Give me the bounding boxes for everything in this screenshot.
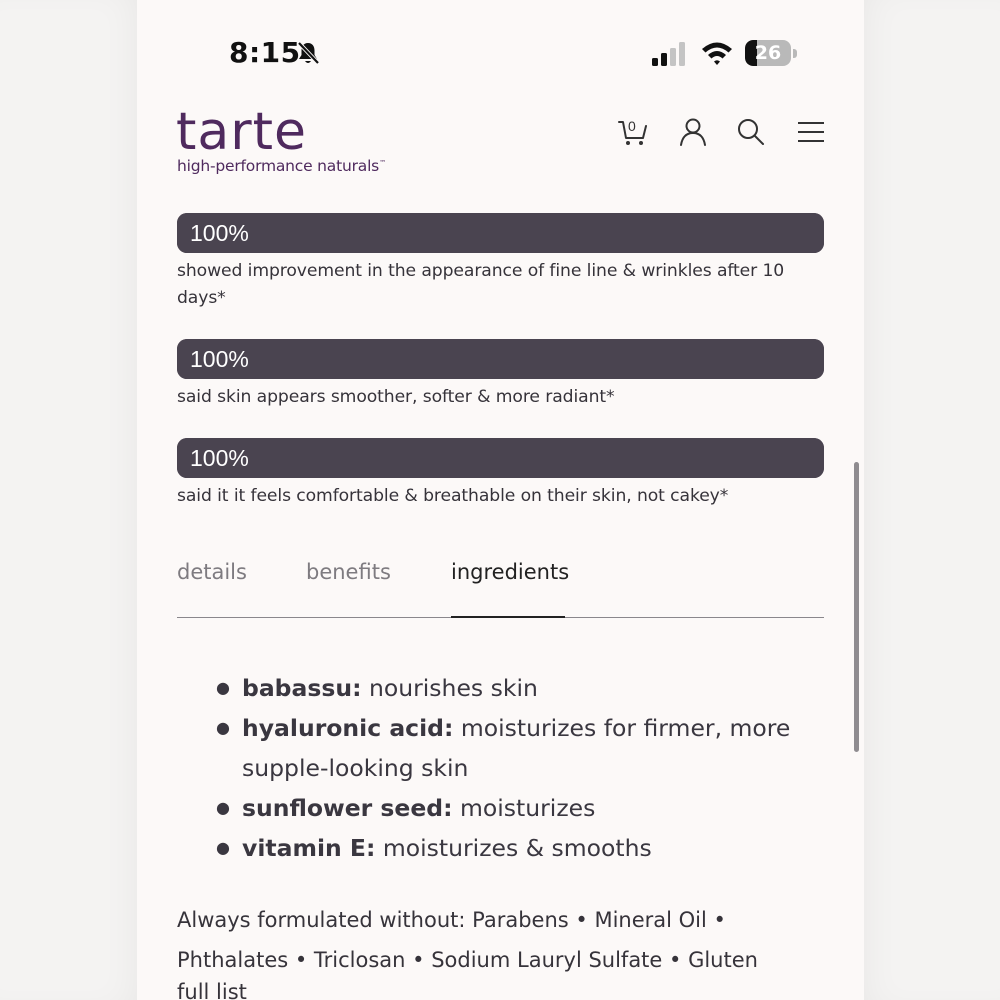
- list-item: [216, 708, 822, 788]
- tab-ingredients[interactable]: ingredients: [451, 560, 570, 584]
- bullet-icon: ●: [216, 678, 230, 697]
- phone-screen: [137, 0, 864, 1000]
- ingredient-name: babassu:: [242, 674, 362, 702]
- tab-benefits[interactable]: benefits: [306, 560, 391, 584]
- brand-logo[interactable]: tarte: [176, 102, 308, 162]
- battery-level: 26: [754, 42, 782, 64]
- stat-description-1: showed improvement in the appearance of fine line & wrinkles after 10 days*: [177, 261, 785, 308]
- signal-icon: [651, 42, 689, 66]
- bullet-icon: ●: [216, 798, 230, 817]
- list-item: [216, 828, 822, 868]
- bullet-icon: ●: [216, 718, 230, 737]
- stat-fill: [177, 339, 824, 379]
- ingredient-name: sunflower seed:: [242, 794, 453, 822]
- ingredient-name: vitamin E:: [242, 834, 376, 862]
- cart-count: 0: [628, 118, 636, 134]
- stat-value: 100%: [190, 220, 249, 246]
- battery-icon: [745, 40, 797, 66]
- ingredient-desc: nourishes skin: [368, 674, 538, 702]
- ingredients-list: [216, 668, 822, 868]
- battery-body: [745, 40, 791, 66]
- stat-bar-3: [177, 438, 824, 478]
- ingredient-desc: moisturizes: [460, 794, 596, 822]
- formulated-without-text: Always formulated without: Parabens • Mineral Oil • Phthalates • Triclosan • Sodium Lauryl Sulfate • Gluten: [177, 908, 758, 972]
- list-item: [216, 668, 822, 708]
- wifi-icon: [700, 40, 734, 66]
- stat-bar-2: [177, 339, 824, 379]
- status-time: 8:15: [229, 36, 301, 69]
- tagline-mark: ™: [379, 158, 386, 167]
- backdrop-right: [864, 0, 1000, 1000]
- stat-value: 100%: [190, 346, 249, 372]
- stat-fill: [177, 438, 824, 478]
- bullet-icon: ●: [216, 838, 230, 857]
- list-item: [216, 788, 822, 828]
- brand-tagline: [177, 157, 386, 175]
- ingredient-name: hyaluronic acid:: [242, 714, 454, 742]
- user-icon[interactable]: [677, 116, 709, 148]
- stat-value: 100%: [190, 445, 249, 471]
- active-tab-indicator: [451, 616, 565, 618]
- stat-bar-1: [177, 213, 824, 253]
- tagline-text: high-performance naturals: [177, 157, 380, 175]
- stat-description-2: said skin appears smoother, softer & more radiant*: [177, 387, 615, 407]
- backdrop-left: [0, 0, 137, 1000]
- ingredient-desc: moisturizes & smooths: [382, 834, 652, 862]
- ingredient-desc: moisturizes for firmer, more supple-looking skin: [242, 714, 791, 782]
- tab-details[interactable]: details: [177, 560, 247, 584]
- stat-description-3: said it it feels comfortable & breathable on their skin, not cakey*: [177, 486, 729, 506]
- battery-cap: [793, 49, 797, 58]
- search-icon[interactable]: [735, 116, 767, 148]
- menu-icon[interactable]: [795, 116, 827, 148]
- stat-fill: [177, 213, 824, 253]
- bell-slash-icon: [295, 40, 321, 66]
- scrollbar[interactable]: [854, 462, 859, 752]
- full-list-link[interactable]: full list: [177, 980, 247, 1000]
